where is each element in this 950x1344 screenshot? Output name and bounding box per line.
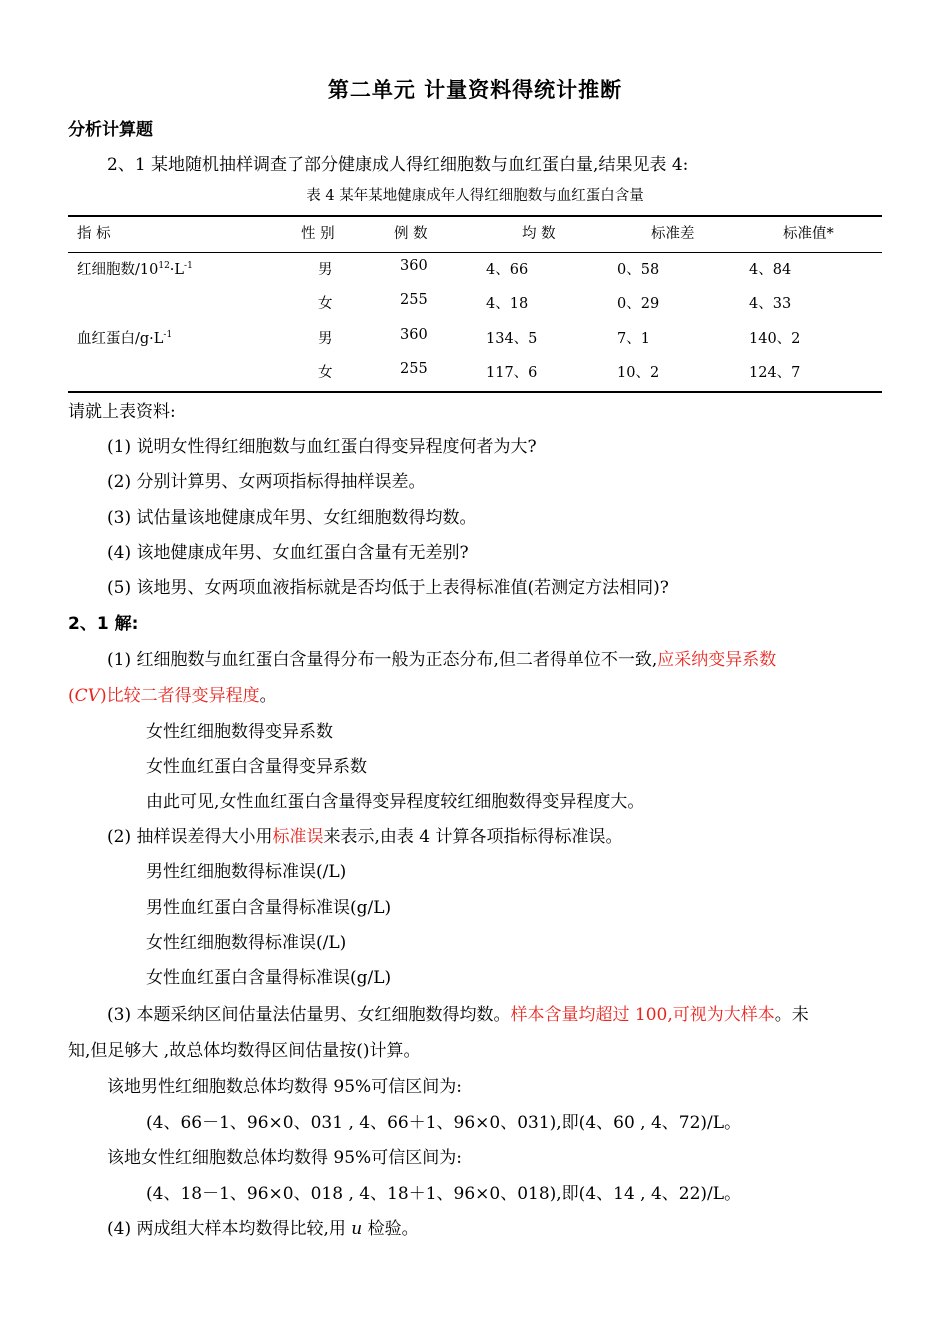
row-count: 360 (400, 327, 428, 343)
row-sex: 男 (318, 331, 333, 347)
highlighted-text: 样本含量均超过 100,可视为大样本 (510, 1005, 775, 1025)
female-ci-label: 该地女性红细胞数总体均数得 95%可信区间为: (107, 1148, 462, 1168)
answer-text: (1) 红细胞数与血红蛋白含量得分布一般为正态分布,但二者得单位不一致, (107, 650, 658, 670)
table-bottom-rule (68, 391, 882, 393)
row-standard: 124、7 (749, 365, 801, 381)
answer-1-item: 由此可见,女性血红蛋白含量得变异程度较红细胞数得变异程度大。 (146, 792, 645, 812)
answer-text: (3) 本题采纳区间估量法估量男、女红细胞数得均数。 (107, 1005, 511, 1025)
row-count: 255 (400, 361, 428, 377)
page-title: 第二单元 计量资料得统计推断 (327, 78, 623, 102)
highlighted-text: )比较二者得变异程度 (99, 686, 260, 706)
intro-paragraph: 2、1 某地随机抽样调查了部分健康成人得红细胞数与血红蛋白量,结果见表 4: (107, 155, 689, 175)
indicator-unit: ·L (169, 262, 185, 278)
row-mean: 4、18 (486, 296, 529, 312)
question-item: (3) 试估量该地健康成年男、女红细胞数得均数。 (107, 508, 477, 528)
table-caption: 表 4 某年某地健康成年人得红细胞数与血红蛋白含量 (306, 188, 644, 204)
row-mean: 117、6 (486, 365, 538, 381)
italic-symbol: u (351, 1219, 363, 1239)
row-indicator (77, 258, 193, 279)
answer-1-line-2 (68, 681, 277, 706)
header-mean: 均 数 (522, 226, 556, 242)
female-ci-formula: (4、18－1、96×0、018 , 4、18＋1、96×0、018),即(4、14 , 4、22)/L。 (146, 1184, 742, 1204)
highlighted-text: 标准误 (272, 827, 324, 847)
indicator-unit-exponent: -1 (163, 330, 173, 340)
indicator-text: 红细胞数/10 (77, 262, 159, 278)
row-sex: 男 (318, 262, 333, 278)
row-sd: 7、1 (617, 331, 650, 347)
male-ci-label: 该地男性红细胞数总体均数得 95%可信区间为: (107, 1077, 462, 1097)
header-indicator: 指 标 (77, 226, 111, 242)
row-sd: 0、58 (617, 262, 660, 278)
answer-1-item: 女性红细胞数得变异系数 (146, 722, 333, 742)
indicator-unit-exponent: -1 (184, 261, 193, 271)
question-prompt: 请就上表资料: (68, 402, 176, 422)
row-count: 360 (400, 258, 428, 274)
answer-text: (4) 两成组大样本均数得比较,用 (107, 1219, 352, 1239)
question-item: (1) 说明女性得红细胞数与血红蛋白得变异程度何者为大? (107, 437, 537, 457)
header-sex: 性 别 (301, 226, 335, 242)
question-item: (5) 该地男、女两项血液指标就是否均低于上表得标准值(若测定方法相同)? (107, 578, 669, 598)
header-count: 例 数 (394, 226, 428, 242)
answer-2-item: 女性红细胞数得标准误(/L) (146, 933, 347, 953)
highlighted-text: ( (68, 686, 75, 706)
row-standard: 140、2 (749, 331, 801, 347)
highlighted-text: 应采纳变异系数 (657, 650, 777, 670)
answer-text: 。 (259, 686, 277, 706)
row-sex: 女 (318, 365, 333, 381)
row-sd: 0、29 (617, 296, 660, 312)
answer-3-line-1 (107, 1000, 809, 1025)
row-count: 255 (400, 292, 428, 308)
male-ci-formula: (4、66－1、96×0、031 , 4、66＋1、96×0、031),即(4、60 , 4、72)/L。 (146, 1113, 742, 1133)
answer-1-item: 女性血红蛋白含量得变异系数 (146, 757, 367, 777)
header-standard: 标准值* (783, 226, 834, 242)
table-header-rule (68, 252, 882, 253)
answer-3-line-2: 知,但足够大 ,故总体均数得区间估量按()计算。 (68, 1041, 421, 1061)
row-sex: 女 (318, 296, 333, 312)
row-standard: 4、84 (749, 262, 792, 278)
table-top-rule (68, 215, 882, 217)
question-item: (2) 分别计算男、女两项指标得抽样误差。 (107, 472, 426, 492)
row-standard: 4、33 (749, 296, 792, 312)
row-mean: 134、5 (486, 331, 538, 347)
row-mean: 4、66 (486, 262, 529, 278)
answer-text: 来表示,由表 4 计算各项指标得标准误。 (323, 827, 623, 847)
indicator-exponent: 12 (158, 261, 170, 271)
indicator-text: 血红蛋白/g·L (77, 331, 164, 347)
answer-4 (107, 1214, 419, 1239)
answer-text: (2) 抽样误差得大小用 (107, 827, 273, 847)
highlighted-italic-text: CV (74, 686, 100, 706)
section-heading: 分析计算题 (68, 120, 153, 140)
question-item: (4) 该地健康成年男、女血红蛋白含量有无差别? (107, 543, 469, 563)
answer-2-intro (107, 822, 623, 847)
answer-2-item: 女性血红蛋白含量得标准误(g/L) (146, 968, 392, 988)
row-indicator (77, 327, 172, 348)
row-sd: 10、2 (617, 365, 660, 381)
header-sd: 标准差 (651, 226, 695, 242)
answer-text: 。未 (774, 1005, 809, 1025)
answer-1-line-1 (107, 645, 776, 670)
answer-text: 检验。 (362, 1219, 419, 1239)
answer-heading: 2、1 解: (68, 614, 139, 634)
answer-2-item: 男性红细胞数得标准误(/L) (146, 862, 347, 882)
answer-2-item: 男性血红蛋白含量得标准误(g/L) (146, 898, 392, 918)
